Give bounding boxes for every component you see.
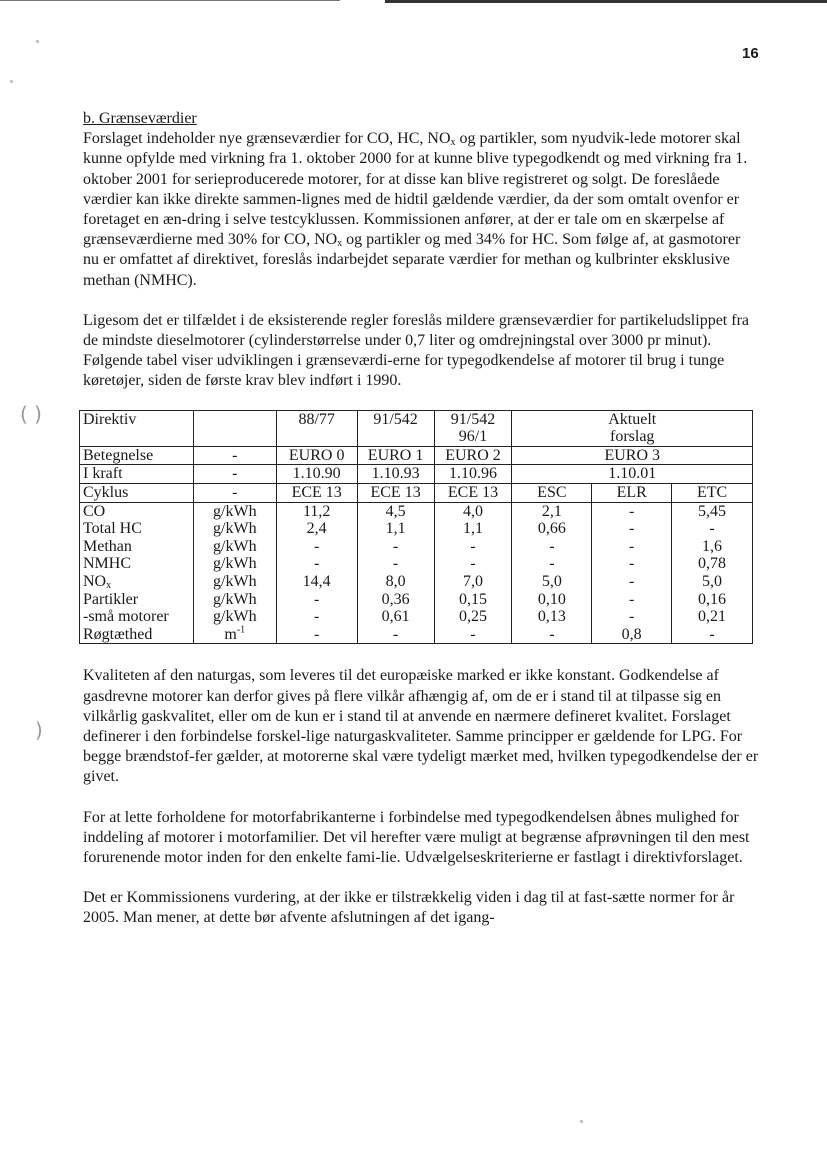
- limit-values-table: [79, 410, 753, 645]
- table-row-unit: g/kWh: [193, 591, 276, 609]
- table-cell: -: [512, 626, 592, 644]
- table-cell: -: [592, 573, 672, 591]
- table-cell: -: [276, 626, 357, 644]
- table-row-directive: Direktiv 88/77 91/542 91/542 96/1 Aktuelt forslag: [80, 410, 753, 446]
- table-cell: 14,4: [276, 573, 357, 591]
- table-row-unit: $m^{-1}$: [193, 626, 276, 644]
- table-row-unit: g/kWh: [193, 520, 276, 538]
- table-cell: 0,25: [434, 608, 512, 626]
- table-row: [80, 573, 753, 591]
- paragraph-limit-values: Forslaget indeholder nye grænseværdier for CO, HC, $NO_x$ og partikler, som nyudvik-lede motorer skal kunne opfylde med virkning fra 1. oktober 2000 for at kunne blive typegodkendt og med virkning fra 1. oktober 2001 for serieproducerede motorer, for at disse kan blive registreret og solgt. De foreslåede værdier kan ikke direkte sammen-lignes med de hidtil gældende værdier, da der som omtalt ovenfor er foretaget en æn-dring i selve testcyklussen. Kommissionen anfører, at der er tale om en skærpelse af grænseværdierne med 30% for CO, $NO_x$ og partikler og med 34% for HC. Som følge af, at gasmotorer nu er omfattet af direktivet, foreslås indarbejdet separate værdier for methan og kulbrinter eksklusive methan (NMHC).: [83, 130, 748, 289]
- table-row-label: $NO_x$: [80, 573, 194, 591]
- table-cell: 0,15: [434, 591, 512, 609]
- table-cell: 1,1: [434, 520, 512, 538]
- table-cell: -: [434, 555, 512, 573]
- table-body: [80, 502, 753, 644]
- scan-speck: [10, 80, 13, 83]
- table-cell: 4,5: [357, 502, 434, 520]
- table-row: [80, 538, 753, 556]
- table-cell: -: [512, 538, 592, 556]
- table-cell: -: [357, 626, 434, 644]
- paragraph-2005-norms: Det er Kommissionens vurdering, at der ikke er tilstrækkelig viden i dag til at fast-sætte normer for år 2005. Man mener, at dette bør afvente afslutningen af det igang-: [83, 889, 735, 927]
- margin-punch-mark: ( ): [20, 402, 42, 426]
- table-cell: -: [276, 555, 357, 573]
- table-cell: 5,0: [672, 573, 753, 591]
- table-row-unit: g/kWh: [193, 538, 276, 556]
- table-cell: 8,0: [357, 573, 434, 591]
- paragraph-natural-gas: Kvaliteten af den naturgas, som leveres til det europæiske marked er ikke konstant. Godkendelse af gasdrevne motorer kan derfor gives på flere vilkår afhængig af, om de er i stand til at tilpasse sig en vilkårlig gaskvalitet, eller om de kun er i stand til at anvende en nærmere defineret kvalitet. Forslaget definerer i den forbindelse forskel-lige naturgaskvaliteter. Samme principper er gældende for LPG. For begge brændstof-fer gælder, at motorerne skal være tydeligt mærket med, hvilken typegodkendelse der er givet.: [83, 667, 759, 786]
- table-cell: 11,2: [276, 502, 357, 520]
- table-row: [80, 591, 753, 609]
- table-row-label: CO: [80, 502, 194, 520]
- table-cell: 0,78: [672, 555, 753, 573]
- table-cell: 0,21: [672, 608, 753, 626]
- paragraph-engine-families: For at lette forholdene for motorfabrikanterne i forbindelse med typegodkendelsen åbnes mulighed for inddeling af motorer i motorfamilier. Det vil herefter være muligt at begrænse afprøvningen til den mest forurenende motor inden for den enkelte fami-lie. Udvælgelseskriterierne er fastlagt i direktivforslaget.: [83, 808, 750, 866]
- table-cell: 1,1: [357, 520, 434, 538]
- table-row-unit: g/kWh: [193, 573, 276, 591]
- table-cell: 0,16: [672, 591, 753, 609]
- table-row-label: Partikler: [80, 591, 194, 609]
- table-cell: -: [434, 538, 512, 556]
- table-row: [80, 520, 753, 538]
- table-row-in-force: I kraft - 1.10.90 1.10.93 1.10.96 1.10.01: [80, 465, 753, 484]
- table-row-designation: Betegnelse - EURO 0 EURO 1 EURO 2 EURO 3: [80, 446, 753, 465]
- table-cell: 5,45: [672, 502, 753, 520]
- table-cell: 0,66: [512, 520, 592, 538]
- table-cell: 0,61: [357, 608, 434, 626]
- scan-speck: [580, 1120, 583, 1123]
- table-row-label: Røgtæthed: [80, 626, 194, 644]
- table-cell: 4,0: [434, 502, 512, 520]
- table-cell: 1,6: [672, 538, 753, 556]
- table-cell: -: [592, 555, 672, 573]
- table-cell: 7,0: [434, 573, 512, 591]
- table-cell: -: [276, 591, 357, 609]
- table-cell: -: [357, 555, 434, 573]
- table-row-unit: g/kWh: [193, 555, 276, 573]
- table-row-label: Methan: [80, 538, 194, 556]
- table-cell: -: [434, 626, 512, 644]
- table-cell: -: [592, 502, 672, 520]
- table-cell: -: [592, 520, 672, 538]
- table-cell: -: [672, 520, 753, 538]
- section-heading: b. Grænseværdier: [83, 110, 197, 127]
- table-cell: 5,0: [512, 573, 592, 591]
- scan-top-line-left: [0, 0, 340, 1]
- table-row: [80, 502, 753, 520]
- table-cell: 2,1: [512, 502, 592, 520]
- table-row: [80, 626, 753, 644]
- paragraph-small-engines: Ligesom det er tilfældet i de eksisterende regler foreslås mildere grænseværdier for partikeludslippet fra de mindste dieselmotorer (cylinderstørrelse under 0,7 liter og omdrejningstal over 3000 pr minut). Følgende tabel viser udviklingen i grænseværdi-erne for typegodkendelse af motorer til brug i tunge køretøjer, siden de første krav blev indført i 1990.: [83, 311, 749, 390]
- table-cell: 0,36: [357, 591, 434, 609]
- table-row-label: NMHC: [80, 555, 194, 573]
- table-cell: -: [592, 591, 672, 609]
- table-cell: 0,8: [592, 626, 672, 644]
- table-row-label: Total HC: [80, 520, 194, 538]
- margin-punch-mark: ): [35, 718, 43, 742]
- table-cell: 2,4: [276, 520, 357, 538]
- table-cell: -: [276, 538, 357, 556]
- scan-top-line-right: [385, 0, 827, 3]
- table-cell: -: [592, 538, 672, 556]
- page-content: [83, 109, 759, 929]
- table-row: [80, 555, 753, 573]
- table-cell: -: [672, 626, 753, 644]
- table-row: [80, 608, 753, 626]
- table-cell: -: [276, 608, 357, 626]
- table-cell: -: [357, 538, 434, 556]
- table-cell: -: [592, 608, 672, 626]
- table-row-unit: g/kWh: [193, 608, 276, 626]
- page-number: 16: [742, 45, 759, 62]
- table-row-label: -små motorer: [80, 608, 194, 626]
- table-cell: -: [512, 555, 592, 573]
- table-cell: 0,10: [512, 591, 592, 609]
- table-row-cycle: Cyklus - ECE 13 ECE 13 ECE 13 ESC ELR ETC: [80, 484, 753, 503]
- table-row-unit: g/kWh: [193, 502, 276, 520]
- table-cell: 0,13: [512, 608, 592, 626]
- scan-speck: [36, 40, 39, 43]
